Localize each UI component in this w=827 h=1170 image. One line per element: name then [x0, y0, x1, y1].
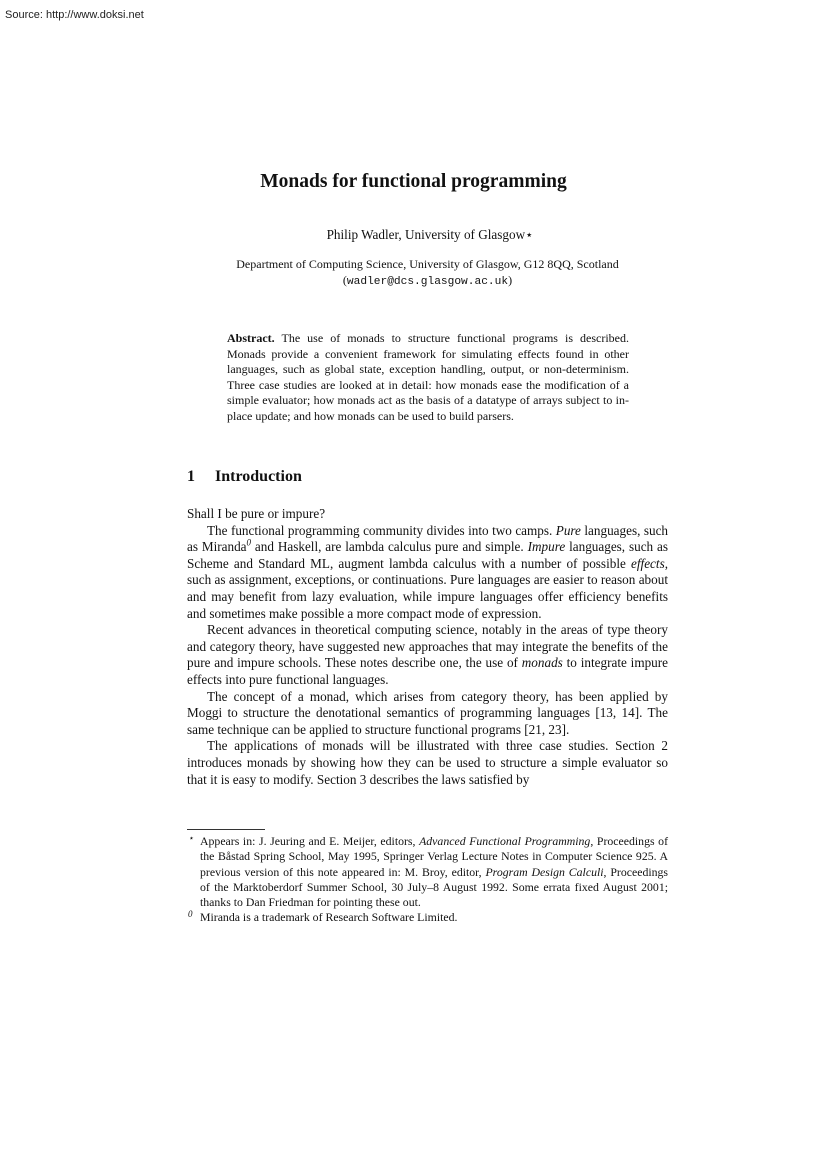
- footnote-mark: 0: [188, 909, 193, 920]
- author-line: [0, 227, 827, 243]
- footnote-mark: ⋆: [188, 833, 194, 843]
- abstract-text: The use of monads to structure functional programs is described. Monads provide a convenient framework for simulating effects found in other languages, such as global state, exception handling, output, or non-determinism. Three case studies are looked at in detail: how monads ease the modification of a simple evaluator; how monads act as the basis of a datatype of arrays subject to in-place update; and how monads can be used to build parsers.: [227, 331, 630, 423]
- text: The functional programming community divides into two camps.: [207, 522, 553, 538]
- paragraph: The applications of monads will be illustrated with three case studies. Section 2 introduces monads by showing how they can be used to structure a simple evaluator so that it is easy to modify. Section 3 describes the laws satisfied by: [187, 738, 668, 787]
- affiliation-block: [0, 257, 827, 290]
- affiliation: Department of Computing Science, University of Glasgow, G12 8QQ, Scotland: [236, 257, 619, 271]
- footnotes: [187, 834, 668, 926]
- paragraph: The concept of a monad, which arises from category theory, has been applied by Moggi to structure the denotational semantics of programming languages [13, 14]. The same technique can be applied to structure functional programs [21, 23].: [187, 688, 668, 737]
- footnote-ref: 0: [246, 537, 252, 548]
- abstract-label: Abstract.: [227, 331, 275, 345]
- source-url: Source: http://www.doksi.net: [5, 9, 144, 21]
- email-line: (wadler@dcs.glasgow.ac.uk): [342, 272, 513, 288]
- footnote-rule: [187, 829, 265, 830]
- text: , Proceedings of the Marktoberdorf Summer School, 30 July–8 August 1992. Some errata fixed August 2001; thanks to Dan Friedman for pointing these out.: [200, 864, 669, 910]
- emphasis: Pure: [555, 522, 581, 538]
- footnote: [187, 834, 668, 910]
- emphasis: Program Design Calculi: [485, 864, 604, 879]
- text: and Haskell, are lambda calculus pure and simple.: [254, 539, 524, 555]
- text: Miranda is a trademark of Research Software Limited.: [200, 910, 458, 925]
- text: , such as assignment, exceptions, or continuations. Pure languages are easier to reason about and may benefit from lazy evaluation, while impure languages offer efficiency benefits and sometimes make possible a more compact mode of expression.: [187, 555, 668, 621]
- emphasis: monads: [521, 655, 563, 671]
- section-heading: [187, 468, 302, 486]
- author: Philip Wadler, University of Glasgow: [326, 227, 526, 242]
- text: languages, such as Miranda: [187, 522, 669, 555]
- emphasis: Impure: [527, 539, 566, 555]
- text: languages, such as Scheme and Standard ML, augment lambda calculus with a number of possible: [187, 539, 669, 571]
- emphasis: effects: [631, 555, 665, 571]
- text: to integrate impure effects into pure functional languages.: [187, 655, 669, 687]
- abstract: [227, 331, 629, 424]
- text: Appears in: J. Jeuring and E. Meijer, editors,: [200, 834, 416, 848]
- body-text: [187, 506, 668, 788]
- paragraph: [187, 523, 668, 623]
- emphasis: Advanced Functional Programming: [419, 834, 591, 848]
- author-footnote-mark: ⋆: [525, 227, 534, 242]
- section-number: 1: [187, 468, 195, 485]
- email: wadler@dcs.glasgow.ac.uk: [346, 275, 509, 288]
- footnote: [187, 910, 668, 925]
- section-title: Introduction: [215, 468, 302, 485]
- text: , Proceedings of the Båstad Spring School, May 1995, Springer Verlag Lecture Notes in Computer Science 925. A previous version of this note appeared in: M. Broy, editor,: [200, 834, 668, 879]
- paragraph: Shall I be pure or impure?: [187, 506, 326, 521]
- paper-title: Monads for functional programming: [260, 171, 567, 192]
- paragraph: [187, 622, 668, 688]
- text: Recent advances in theoretical computing science, notably in the areas of type theory and category theory, have suggested new approaches that may integrate the benefits of the pure and impure schools. These notes describe one, the use of: [187, 622, 668, 671]
